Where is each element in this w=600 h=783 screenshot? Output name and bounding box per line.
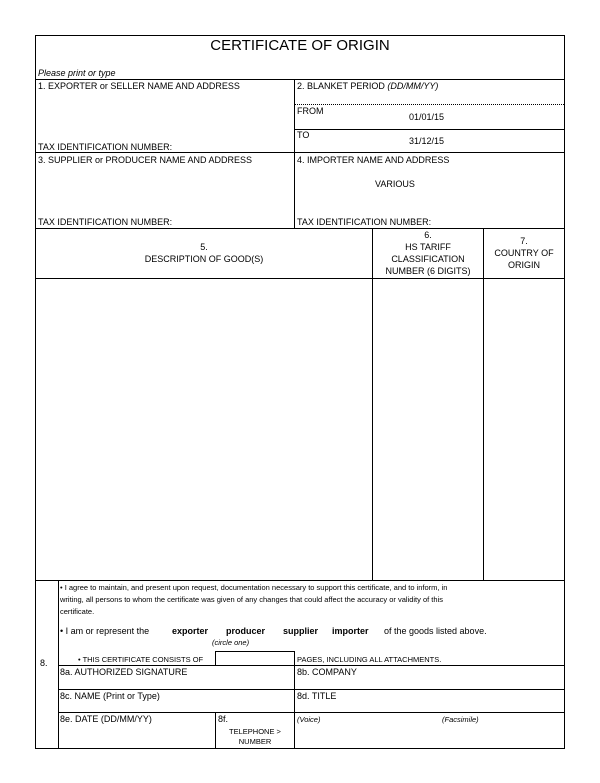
divider	[294, 129, 564, 130]
date-field[interactable]	[59, 726, 214, 747]
pages-count-field[interactable]	[215, 651, 295, 665]
to-label: TO	[297, 130, 310, 140]
role-exporter[interactable]: exporter	[172, 626, 209, 636]
col6-header-line3: NUMBER (6 DIGITS)	[385, 266, 471, 276]
divider	[58, 689, 564, 690]
goods-description-field[interactable]	[36, 279, 372, 579]
voice-label: (Voice)	[297, 715, 321, 724]
date-format-hint: (DD/MM/YY)	[387, 81, 439, 91]
section-8-number: 8.	[40, 658, 48, 668]
divider	[58, 580, 59, 748]
form-instruction: Please print or type	[38, 68, 116, 78]
col7-number: 7.	[520, 236, 528, 246]
from-date-value[interactable]: 01/01/15	[409, 112, 445, 122]
country-of-origin-field[interactable]	[484, 279, 564, 579]
authorized-signature-label: 8a. AUTHORIZED SIGNATURE	[60, 667, 188, 677]
date-label: 8e. DATE (DD/MM/YY)	[60, 714, 152, 724]
divider	[36, 79, 564, 80]
agreement-line-2: writing, all persons to whom the certificate was given of any changes that could affect the accuracy or validity of this	[60, 595, 443, 604]
title-field[interactable]	[295, 702, 563, 711]
col5-number: 5.	[200, 242, 208, 252]
supplier-label: 3. SUPPLIER or PRODUCER NAME AND ADDRESS	[38, 155, 253, 165]
company-label: 8b. COMPANY	[297, 667, 357, 677]
company-field[interactable]	[295, 678, 563, 688]
supplier-field[interactable]	[36, 167, 293, 215]
circle-one-hint: (circle one)	[212, 638, 250, 647]
divider	[294, 104, 564, 105]
exporter-tax-id-label: TAX IDENTIFICATION NUMBER:	[38, 142, 173, 152]
importer-tax-id-label: TAX IDENTIFICATION NUMBER:	[297, 217, 432, 227]
facsimile-number-field[interactable]	[430, 726, 563, 747]
voice-number-field[interactable]	[295, 726, 425, 747]
col6-header-line2: CLASSIFICATION	[391, 254, 465, 264]
name-field[interactable]	[59, 702, 293, 711]
col7-header-line1: COUNTRY OF	[494, 248, 554, 258]
divider	[58, 712, 564, 713]
divider	[36, 580, 564, 581]
divider	[294, 79, 295, 228]
hs-tariff-field[interactable]	[373, 279, 483, 579]
exporter-label: 1. EXPORTER or SELLER NAME AND ADDRESS	[38, 81, 240, 91]
exporter-field[interactable]	[36, 93, 293, 140]
blanket-period-text: 2. BLANKET PERIOD	[297, 81, 388, 91]
name-label: 8c. NAME (Print or Type)	[60, 691, 160, 701]
telephone-label-line1: TELEPHONE >	[229, 727, 281, 736]
telephone-number-label: 8f.	[218, 714, 229, 724]
agreement-line-1: • I agree to maintain, and present upon request, documentation necessary to support this certificate, and to inform, in	[60, 583, 448, 592]
title-label: 8d. TITLE	[297, 691, 337, 701]
to-date-value[interactable]: 31/12/15	[409, 136, 445, 146]
represent-prefix: • I am or represent the	[60, 626, 150, 636]
col7-header-line2: ORIGIN	[507, 260, 540, 270]
divider	[58, 665, 564, 666]
col5-header: DESCRIPTION OF GOOD(S)	[144, 254, 264, 264]
blanket-period-label	[297, 81, 438, 92]
role-supplier[interactable]: supplier	[283, 626, 319, 636]
supplier-tax-id-label: TAX IDENTIFICATION NUMBER:	[38, 217, 173, 227]
divider	[36, 228, 564, 229]
col6-number: 6.	[424, 230, 432, 240]
page-title: CERTIFICATE OF ORIGIN	[210, 37, 390, 54]
col6-header-line1: HS TARIFF	[405, 242, 451, 252]
importer-value[interactable]: VARIOUS	[375, 179, 415, 189]
importer-label: 4. IMPORTER NAME AND ADDRESS	[297, 155, 450, 165]
consists-suffix: PAGES, INCLUDING ALL ATTACHMENTS.	[297, 655, 442, 664]
agreement-line-3: certificate.	[60, 607, 95, 616]
telephone-label-line2: NUMBER	[238, 737, 272, 746]
facsimile-label: (Facsimile)	[442, 715, 479, 724]
role-importer[interactable]: importer	[332, 626, 369, 636]
represent-suffix: of the goods listed above.	[384, 626, 487, 636]
role-producer[interactable]: producer	[226, 626, 266, 636]
from-label: FROM	[297, 106, 324, 116]
consists-prefix: • THIS CERTIFICATE CONSISTS OF	[78, 655, 204, 664]
authorized-signature-field[interactable]	[59, 678, 293, 688]
